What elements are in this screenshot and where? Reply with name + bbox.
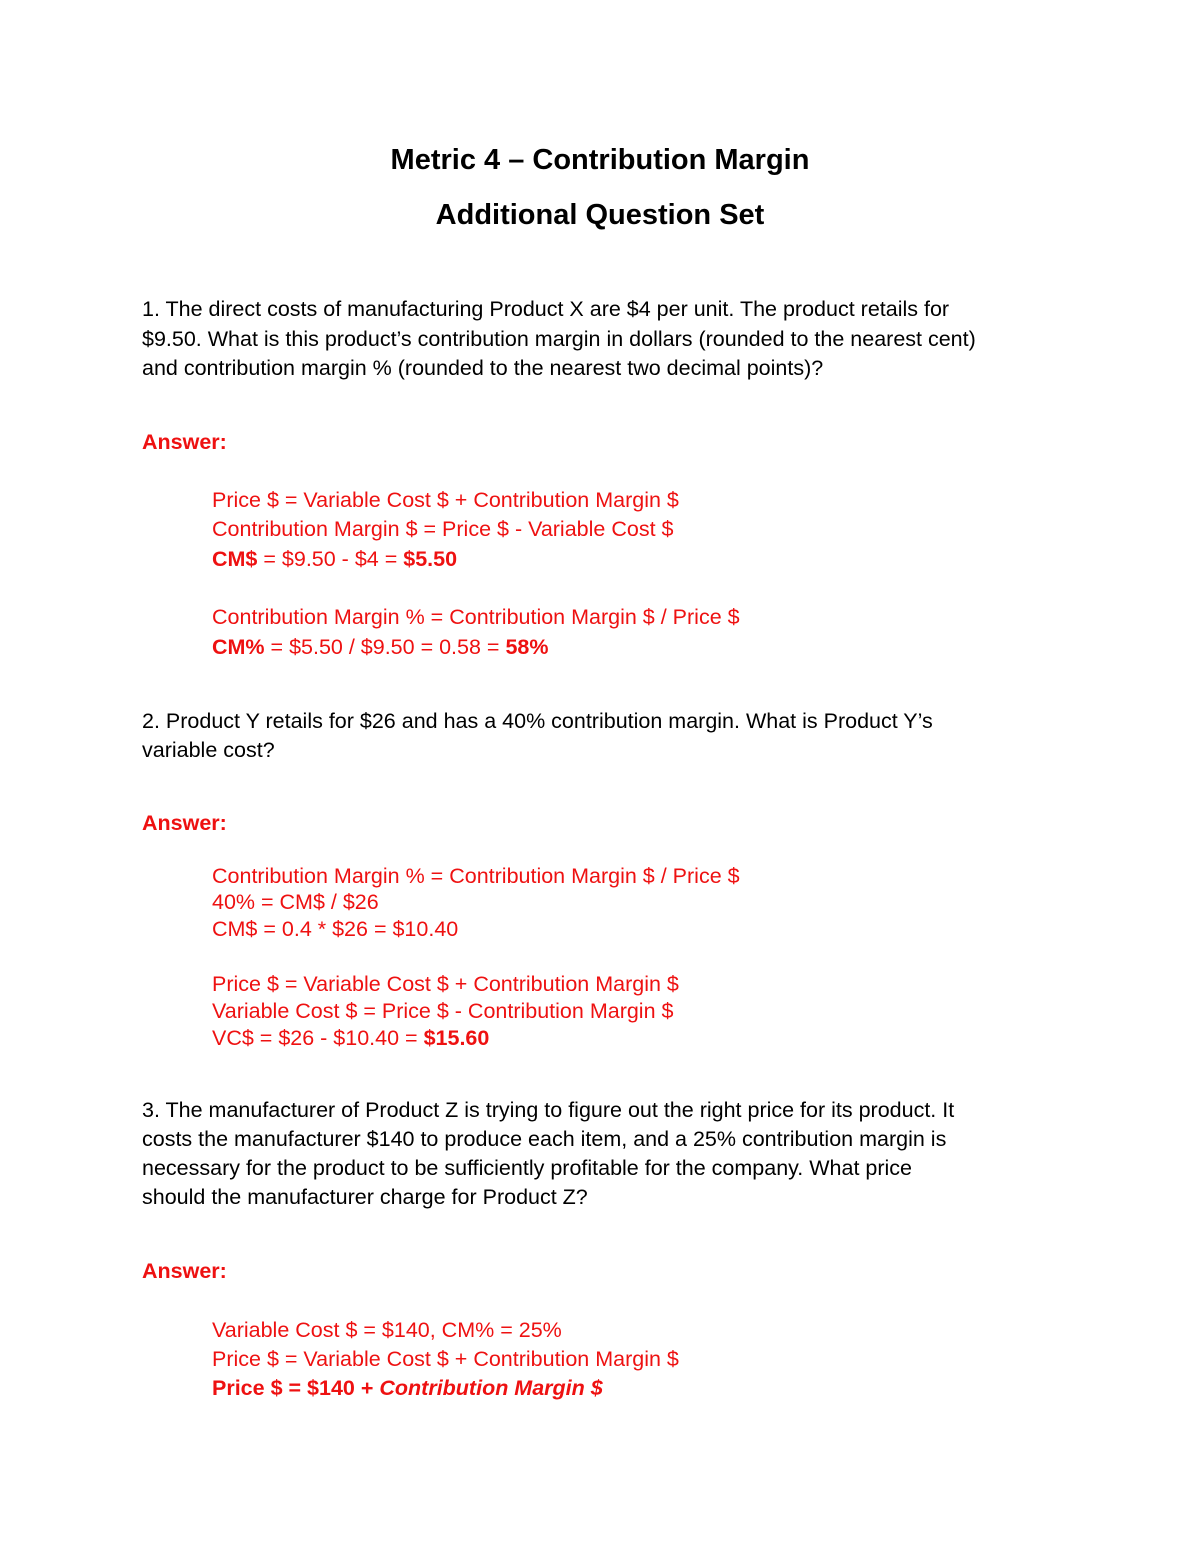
question-3-line-1: 3. The manufacturer of Product Z is trying to figure out the right price for its product. It [142,1098,955,1122]
answer-3-line-2: Price $ = Variable Cost $ + Contribution Margin $ [212,1347,679,1371]
answer-2-line-6 [212,1024,489,1054]
answer-2-line-4: Price $ = Variable Cost $ + Contribution Margin $ [212,972,679,996]
answer-1-cmpct-label: CM% [212,635,265,659]
question-1-line-2: $9.50. What is this product’s contribution margin in dollars (rounded to the nearest cent) [142,327,976,351]
answer-1-cmpct-calc: = $5.50 / $9.50 = 0.58 = [264,635,506,659]
answer-2-line-5: Variable Cost $ = Price $ - Contribution Margin $ [212,999,674,1023]
answer-3-label: Answer: [142,1259,227,1283]
answer-2-line-1: Contribution Margin % = Contribution Margin $ / Price $ [212,864,740,888]
answer-2-line-3: CM$ = 0.4 * $26 = $10.40 [212,917,459,941]
answer-1-line-5 [212,633,549,663]
answer-1-cm-result: $5.50 [403,547,458,571]
question-2-line-2: variable cost? [142,738,275,762]
question-1-line-1: 1. The direct costs of manufacturing Product X are $4 per unit. The product retails for [142,297,950,321]
answer-1-cmpct-result: 58% [505,635,549,659]
answer-2-line-2: 40% = CM$ / $26 [212,890,379,914]
answer-2-label: Answer: [142,811,227,835]
question-1-line-3: and contribution margin % (rounded to the nearest two decimal points)? [142,356,824,380]
answer-1-line-1: Price $ = Variable Cost $ + Contribution Margin $ [212,488,679,512]
question-3-line-3: necessary for the product to be sufficiently profitable for the company. What price [142,1156,913,1180]
answer-1-line-2: Contribution Margin $ = Price $ - Variable Cost $ [212,517,674,541]
answer-1-line-3 [212,545,457,575]
answer-3-line-1: Variable Cost $ = $140, CM% = 25% [212,1318,562,1342]
answer-1-label: Answer: [142,430,227,454]
question-2-line-1: 2. Product Y retails for $26 and has a 40% contribution margin. What is Product Y’s [142,709,933,733]
answer-3-line-3 [212,1374,603,1404]
answer-3-price-formula: Price $ = $140 + [212,1376,380,1400]
answer-1-cm-calc: = $9.50 - $4 = [257,547,404,571]
answer-1-line-4: Contribution Margin % = Contribution Margin $ / Price $ [212,605,740,629]
question-3-line-2: costs the manufacturer $140 to produce each item, and a 25% contribution margin is [142,1127,947,1151]
question-3-line-4: should the manufacturer charge for Product Z? [142,1185,588,1209]
answer-1-cm-label: CM$ [212,547,258,571]
answer-3-price-unknown: Contribution Margin $ [379,1376,603,1400]
answer-2-vc-calc: VC$ = $26 - $10.40 = [212,1026,424,1050]
page-subtitle: Additional Question Set [435,199,765,231]
answer-2-vc-result: $15.60 [423,1026,490,1050]
page-title: Metric 4 – Contribution Margin [390,144,810,176]
